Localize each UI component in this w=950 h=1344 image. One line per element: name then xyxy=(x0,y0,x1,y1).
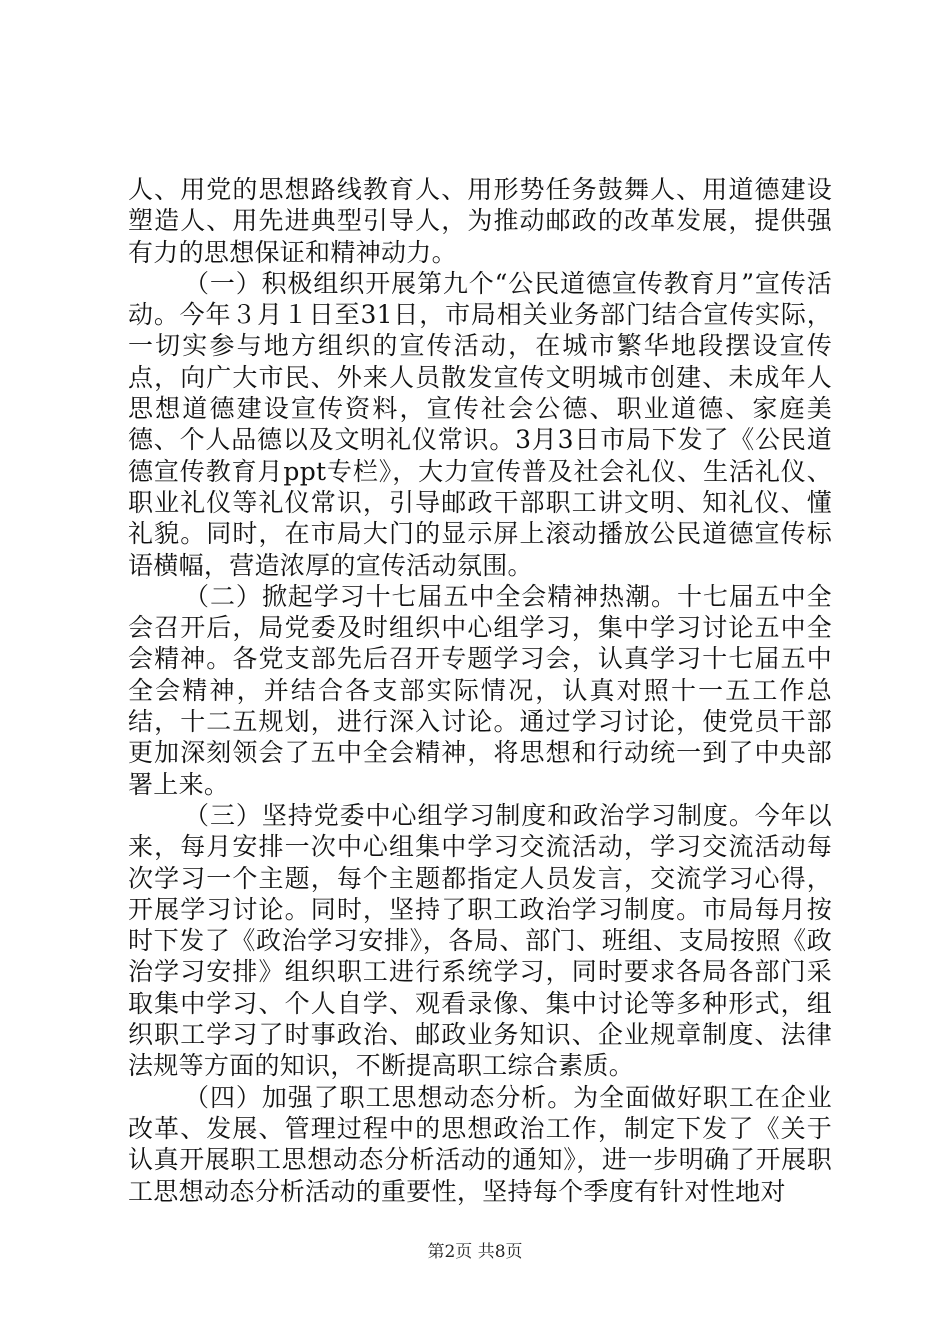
paragraph-section-2: （二）掀起学习十七届五中全会精神热潮。十七届五中全会召开后，局党委及时组织中心组学习，集中学习讨论五中全会精神。各党支部先后召开专题学习会，认真学习十七届五中全会精神，并结合各支部实际情况，认真对照十一五工作总结，十二五规划，进行深入讨论。通过学习讨论，使党员干部更加深刻领会了五中全会精神，将思想和行动统一到了中央部署上来。 xyxy=(128,581,832,799)
paragraph-section-1: （一）积极组织开展第九个“公民道德宣传教育月”宣传活动。今年３月１日至31日，市局相关业务部门结合宣传实际，一切实参与地方组织的宣传活动，在城市繁华地段摆设宣传点，向广大市民、外来人员散发宣传文明城市创建、未成年人思想道德建设宣传资料，宣传社会公德、职业道德、家庭美德、个人品德以及文明礼仪常识。3月3日市局下发了《公民道德宣传教育月ppt专栏》，大力宣传普及社会礼仪、生活礼仪、职业礼仪等礼仪常识，引导邮政干部职工讲文明、知礼仪、懂礼貌。同时，在市局大门的显示屏上滚动播放公民道德宣传标语横幅，营造浓厚的宣传活动氛围。 xyxy=(128,268,832,580)
document-body xyxy=(128,174,832,1207)
page-number-footer: 第2页 共8页 xyxy=(427,1242,523,1262)
paragraph-continuation: 人、用党的思想路线教育人、用形势任务鼓舞人、用道德建设塑造人、用先进典型引导人，为推动邮政的改革发展，提供强有力的思想保证和精神动力。 xyxy=(128,175,832,267)
paragraph-section-3: （三）坚持党委中心组学习制度和政治学习制度。今年以来，每月安排一次中心组集中学习交流活动，学习交流活动每次学习一个主题，每个主题都指定人员发言，交流学习心得，开展学习讨论。同时，坚持了职工政治学习制度。市局每月按时下发了《政治学习安排》，各局、部门、班组、支局按照《政治学习安排》组织职工进行系统学习，同时要求各局各部门采取集中学习、个人自学、观看录像、集中讨论等多种形式，组织职工学习了时事政治、邮政业务知识、企业规章制度、法律法规等方面的知识，不断提高职工综合素质。 xyxy=(128,800,832,1081)
paragraph-section-4: （四）加强了职工思想动态分析。为全面做好职工在企业改革、发展、管理过程中的思想政治工作，制定下发了《关于认真开展职工思想动态分析活动的通知》，进一步明确了开展职工思想动态分析活动的重要性，坚持每个季度有针对性地对 xyxy=(128,1082,832,1206)
